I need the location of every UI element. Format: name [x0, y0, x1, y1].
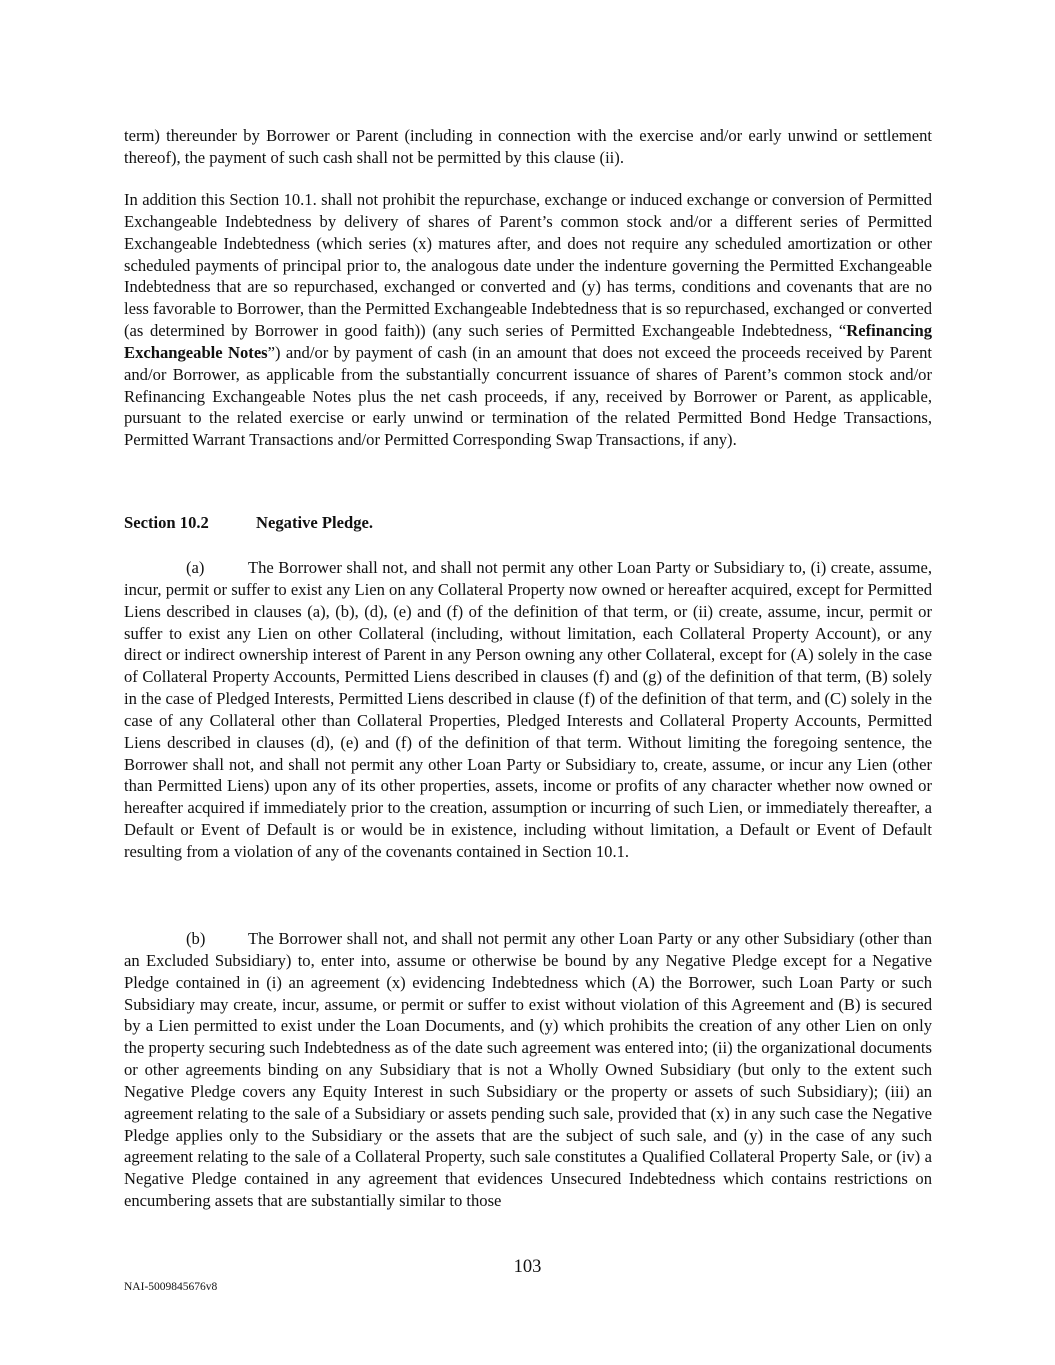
clause-marker: (b): [186, 929, 206, 948]
clause-b: [124, 928, 932, 1212]
paragraph-refinancing-exchange: [124, 189, 932, 451]
page-number: 103: [513, 1257, 542, 1277]
document-id: NAI-5009845676v8: [124, 1281, 218, 1293]
text-run: In addition this Section 10.1. shall not prohibit the repurchase, exchange or induced exchange or conversion of Permitted Exchangeable Indebtedness by delivery of shares of Parent’s common stock and/or a different series of Permitted Exchangeable Indebtedness (which series (x) matures after, and does not require any scheduled amortization or other scheduled payments of principal prior to, the analogous date under the indenture governing the Permitted Exchangeable Indebtedness that are so repurchased, exchanged or converted and (y) has terms, conditions and covenants that are no less favorable to Borrower, than the Permitted Exchangeable Indebtedness that is so repurchased, exchanged or converted (as determined by Borrower in good faith)) (any such series of Permitted Exchangeable Indebtedness, “: [124, 190, 932, 341]
section-number: Section 10.2: [124, 513, 209, 532]
defined-term: Refinancing Exchangeable Notes: [124, 321, 932, 362]
section-title: Negative Pledge.: [256, 513, 374, 532]
paragraph-text: term) thereunder by Borrower or Parent (including in connection with the exercise and/or early unwind or settlement thereof), the payment of such cash shall not be permitted by this clause (ii).: [124, 126, 932, 167]
clause-marker: (a): [186, 558, 205, 577]
text-run: ”) and/or by payment of cash (in an amount that does not exceed the proceeds received by Parent and/or Borrower, as applicable from the substantially concurrent issuance of shares of Parent’s common stock and/or Refinancing Exchangeable Notes plus the net cash proceeds, if any, received by Borrower or Parent, as applicable, pursuant to the related exercise or early unwind or termination of the related Permitted Bond Hedge Transactions, Permitted Warrant Transactions and/or Permitted Corresponding Swap Transactions, if any).: [124, 342, 932, 450]
clause-text: [124, 928, 932, 1212]
clause-text: [124, 557, 932, 863]
clause-body: The Borrower shall not, and shall not permit any other Loan Party or any other Subsidiary (other than an Excluded Subsidiary) to, enter into, assume or otherwise be bound by any Negative Pledge except for a Negative Pledge contained in (i) an agreement (x) evidencing Indebtedness which (A) the Borrower, such Loan Party or such Subsidiary may create, incur, assume, or permit or suffer to exist without violation of this Agreement and (B) is secured by a Lien permitted to exist under the Loan Documents, and (y) which prohibits the creation of any other Lien on only the property securing such Indebtedness as of the date such agreement was entered into; (ii) the organizational documents or other agreements binding on any Subsidiary that is not a Wholly Owned Subsidiary (but only to the extent such Negative Pledge covers any Equity Interest in such Subsidiary or the property or assets of such Subsidiary); (iii) an agreement relating to the sale of a Subsidiary or assets pending such sale, provided that (x) in any such case the Negative Pledge applies only to the Subsidiary or the assets that are the subject of such sale, and (y) in the case of any such agreement relating to the sale of a Collateral Property, such sale constitutes a Qualified Collateral Property Sale, or (iv) a Negative Pledge contained in any agreement that evidences Unsecured Indebtedness which contains restrictions on encumbering assets that are substantially similar to those: [124, 929, 932, 1211]
section-heading: [124, 512, 932, 534]
paragraph-continuation: [124, 125, 932, 169]
clause-a: [124, 557, 932, 863]
clause-body: The Borrower shall not, and shall not permit any other Loan Party or Subsidiary to, (i) create, assume, incur, permit or suffer to exist any Lien on any Collateral Property now owned or hereafter acquired, except for Permitted Liens described in clauses (a), (b), (d), (e) and (f) of the definition of that term, or (ii) create, assume, incur, permit or suffer to exist any Lien on other Collateral (including, without limitation, each Collateral Property Account), or any direct or indirect ownership interest of Parent in any Person owning any other Collateral, except for (A) solely in the case of Collateral Property Accounts, Permitted Liens described in clauses (f) and (g) of the definition of that term, (B) solely in the case of Pledged Interests, Permitted Liens described in clause (f) of the definition of that term, and (C) solely in the case of any Collateral other than Collateral Properties, Pledged Interests and Collateral Property Accounts, Permitted Liens described in clauses (d), (e) and (f) of the definition of that term. Without limiting the foregoing sentence, the Borrower shall not, and shall not permit any other Loan Party or Subsidiary to, create, assume, or incur any Lien (other than Permitted Liens) upon any of its other properties, assets, income or profits of any character whether now owned or hereafter acquired if immediately prior to the creation, assumption or incurring of such Lien, or immediately thereafter, a Default or Event of Default is or would be in existence, including without limitation, a Default or Event of Default resulting from a violation of any of the covenants contained in Section 10.1.: [124, 558, 932, 861]
paragraph-text: [124, 189, 932, 451]
